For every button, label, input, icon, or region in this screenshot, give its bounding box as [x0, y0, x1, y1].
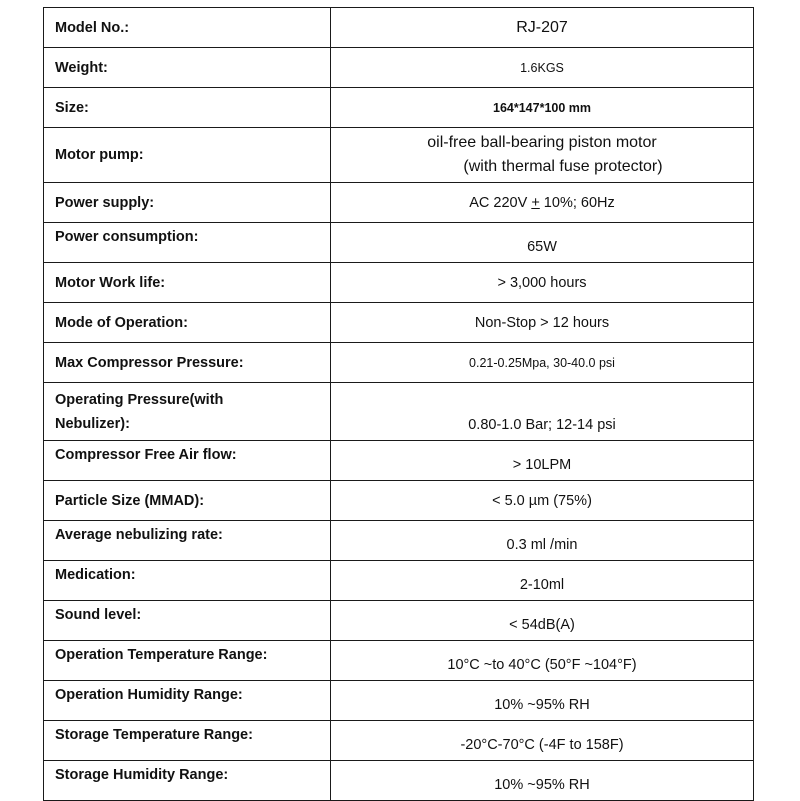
- spec-label-medication: Medication:: [44, 561, 331, 601]
- table-row: [44, 8, 754, 48]
- spec-label-mode: Mode of Operation:: [44, 303, 331, 343]
- spec-value-power-supply: [331, 183, 754, 223]
- spec-value-medication: 2-10ml: [331, 561, 754, 601]
- spec-label-operating-pressure: [44, 383, 331, 441]
- spec-value-motor-pump: [331, 128, 754, 183]
- operating-pressure-label-line-2: Nebulizer):: [55, 415, 130, 432]
- spec-value-operating-pressure: 0.80-1.0 Bar; 12-14 psi: [331, 383, 754, 441]
- spec-label-size: Size:: [44, 88, 331, 128]
- spec-value-nebulizing-rate: 0.3 ml /min: [331, 521, 754, 561]
- table-row: [44, 48, 754, 88]
- table-row: [44, 263, 754, 303]
- spec-value-operation-humidity: 10% ~95% RH: [331, 681, 754, 721]
- spec-label-air-flow: Compressor Free Air flow:: [44, 441, 331, 481]
- spec-label-model: Model No.:: [44, 8, 331, 48]
- table-row: [44, 128, 754, 183]
- spec-value-size: 164*147*100 mm: [331, 88, 754, 128]
- spec-value-storage-temp: -20°C-70°C (-4F to 158F): [331, 721, 754, 761]
- spec-label-work-life: Motor Work life:: [44, 263, 331, 303]
- spec-label-nebulizing-rate: Average nebulizing rate:: [44, 521, 331, 561]
- spec-value-mode: Non-Stop > 12 hours: [331, 303, 754, 343]
- table-row: [44, 521, 754, 561]
- spec-value-max-pressure: 0.21-0.25Mpa, 30-40.0 psi: [331, 343, 754, 383]
- table-row: [44, 183, 754, 223]
- spec-value-model: RJ-207: [331, 8, 754, 48]
- spec-label-storage-temp: Storage Temperature Range:: [44, 721, 331, 761]
- table-row: [44, 641, 754, 681]
- spec-value-operation-temp: 10°C ~to 40°C (50°F ~104°F): [331, 641, 754, 681]
- table-row: [44, 681, 754, 721]
- spec-label-storage-humidity: Storage Humidity Range:: [44, 761, 331, 801]
- spec-label-power-supply: Power supply:: [44, 183, 331, 223]
- spec-value-work-life: > 3,000 hours: [331, 263, 754, 303]
- motor-pump-line-2: (with thermal fuse protector): [463, 158, 663, 175]
- spec-label-operation-temp: Operation Temperature Range:: [44, 641, 331, 681]
- motor-pump-line-1: oil-free ball-bearing piston motor: [427, 134, 657, 151]
- table-row: [44, 441, 754, 481]
- spec-label-particle-size: Particle Size (MMAD):: [44, 481, 331, 521]
- spec-label-sound-level: Sound level:: [44, 601, 331, 641]
- spec-value-storage-humidity: 10% ~95% RH: [331, 761, 754, 801]
- spec-label-operation-humidity: Operation Humidity Range:: [44, 681, 331, 721]
- spec-label-power-consumption: Power consumption:: [44, 223, 331, 263]
- table-row: [44, 761, 754, 801]
- spec-label-max-pressure: Max Compressor Pressure:: [44, 343, 331, 383]
- spec-value-air-flow: > 10LPM: [331, 441, 754, 481]
- operating-pressure-label-line-1: Operating Pressure(with: [55, 391, 224, 408]
- plus-minus-symbol: +: [531, 194, 540, 211]
- power-supply-tolerance: 10%; 60Hz: [539, 194, 615, 211]
- power-supply-voltage: AC 220V: [469, 194, 532, 211]
- table-row: [44, 303, 754, 343]
- spec-value-sound-level: < 54dB(A): [331, 601, 754, 641]
- table-row: [44, 481, 754, 521]
- table-row: [44, 383, 754, 441]
- table-row: [44, 561, 754, 601]
- spec-label-weight: Weight:: [44, 48, 331, 88]
- spec-label-motor-pump: Motor pump:: [44, 128, 331, 183]
- spec-value-particle-size: < 5.0 µm (75%): [331, 481, 754, 521]
- table-row: [44, 343, 754, 383]
- spec-table: [43, 7, 754, 801]
- table-row: [44, 601, 754, 641]
- table-row: [44, 88, 754, 128]
- spec-value-power-consumption: 65W: [331, 223, 754, 263]
- spec-value-weight: 1.6KGS: [331, 48, 754, 88]
- table-row: [44, 223, 754, 263]
- table-row: [44, 721, 754, 761]
